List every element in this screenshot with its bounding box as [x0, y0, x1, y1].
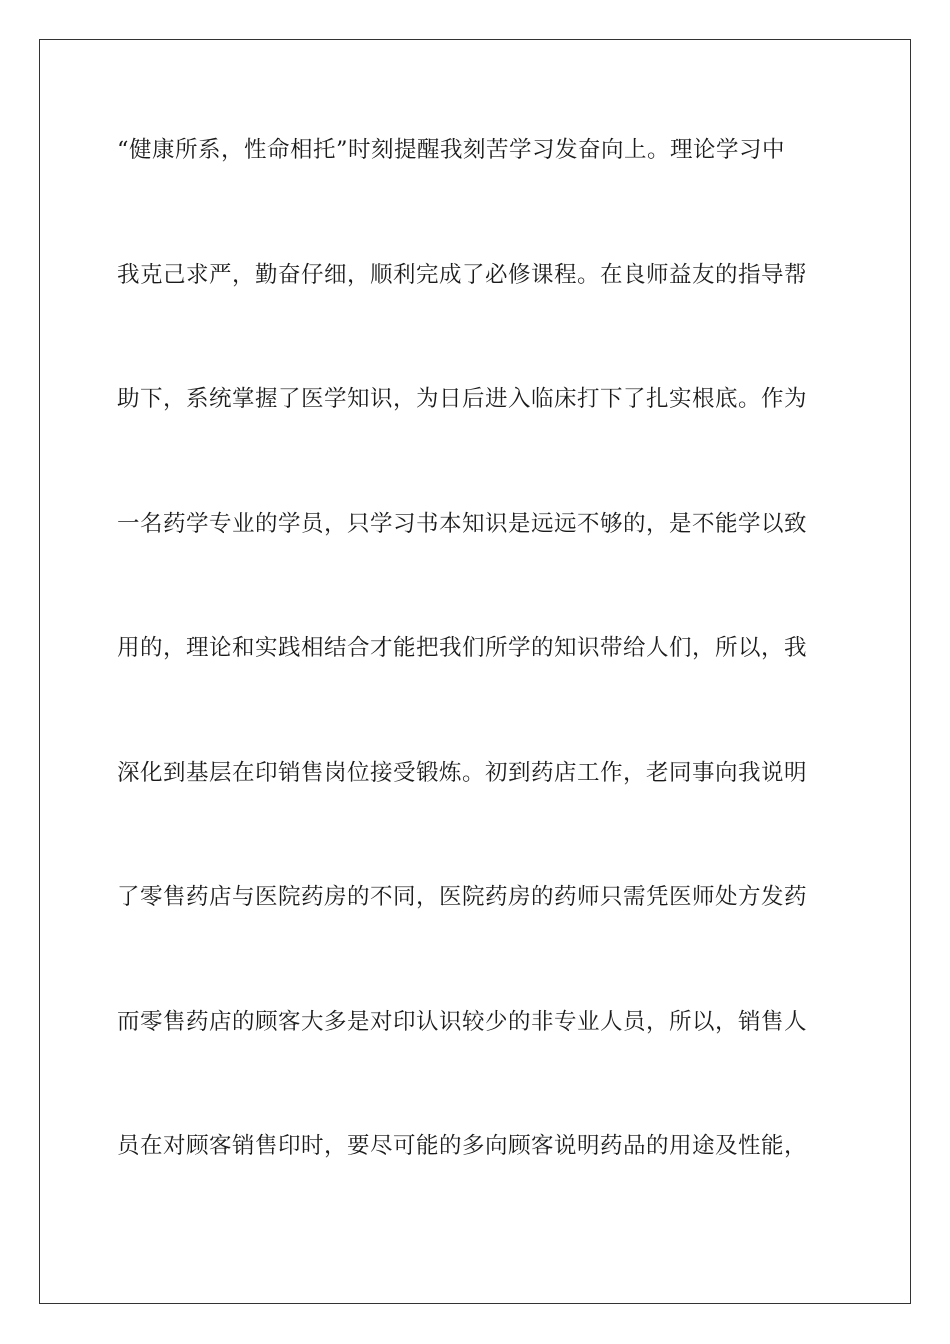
text-line-1: “健康所系，性命相托”时刻提醒我刻苦学习发奋向上。理论学习中: [117, 137, 786, 163]
text-line-4: 一名药学专业的学员，只学习书本知识是远远不够的，是不能学以致: [117, 510, 808, 537]
text-line-7: 了零售药店与医院药房的不同，医院药房的药师只需凭医师处方发药: [117, 884, 808, 910]
text-line-6: 深化到基层在印销售岗位接受锻炼。初到药店工作，老同事向我说明: [117, 759, 808, 786]
text-line-5: 用的，理论和实践相结合才能把我们所学的知识带给人们，所以，我: [117, 635, 808, 661]
body-text: [117, 127, 833, 1248]
text-line-2: 我克己求严，勤奋仔细，顺利完成了必修课程。在良师益友的指导帮: [117, 261, 808, 288]
text-line-9: 员在对顾客销售印时，要尽可能的多向顾客说明药品的用途及性能，: [117, 1133, 808, 1159]
text-line-8: 而零售药店的顾客大多是对印认识较少的非专业人员，所以，销售人: [117, 1008, 808, 1035]
text-line-3: 助下，系统掌握了医学知识，为日后进入临床打下了扎实根底。作为: [117, 386, 808, 412]
